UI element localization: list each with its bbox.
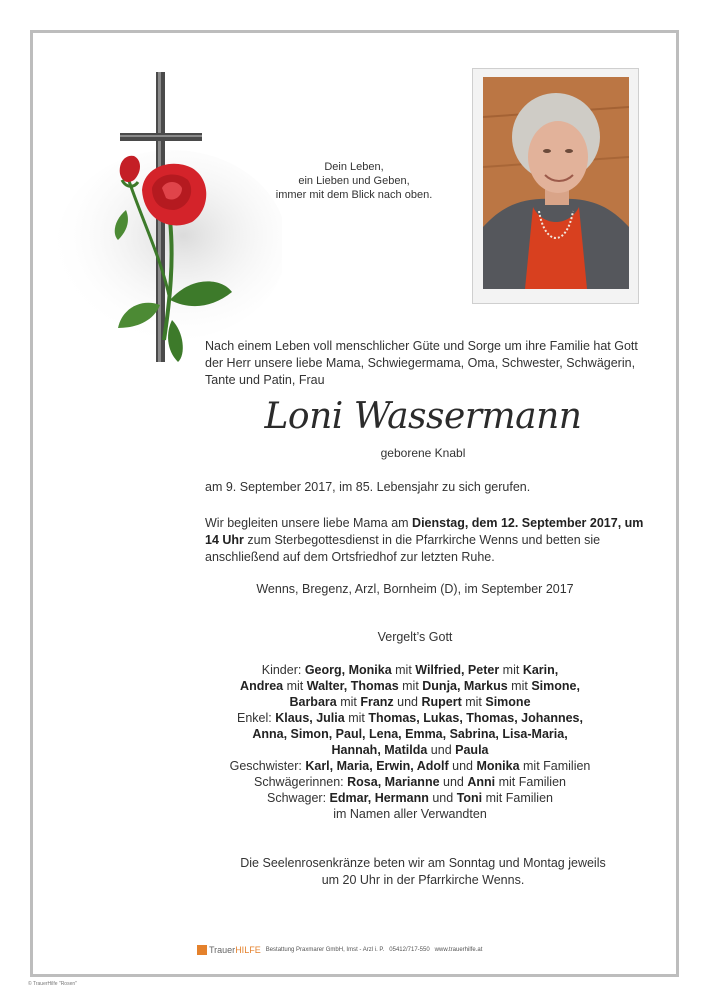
connector: und: [393, 695, 422, 709]
connector: mit: [398, 679, 423, 693]
mourner-names: Walter, Thomas: [306, 679, 399, 693]
geschwister-label: Geschwister:: [229, 759, 306, 773]
connector: mit Familien: [495, 775, 566, 789]
mourner-names: Thomas, Lukas, Thomas, Johannes,: [368, 711, 583, 725]
connector: und: [427, 743, 456, 757]
mourners-list: [200, 662, 620, 822]
mourner-names: Franz: [360, 695, 394, 709]
mourners-line: [200, 726, 620, 742]
schwager-label: Schwager:: [267, 791, 330, 805]
footer: [197, 942, 527, 958]
mourners-line: [200, 774, 620, 790]
schwaegerinnen-label: Schwägerinnen:: [254, 775, 348, 789]
mourner-names: Georg, Monika: [304, 663, 392, 677]
rosary-text: [200, 855, 646, 889]
thanks-line: Vergelt’s Gott: [377, 630, 453, 644]
funeral-text-part: Wir begleiten unsere liebe Mama am: [205, 516, 413, 530]
mourner-names: Karl, Maria, Erwin, Adolf: [305, 759, 449, 773]
relatives-line: im Namen aller Verwandten: [333, 807, 487, 821]
mourner-names: Karin,: [522, 663, 559, 677]
mourner-names: Barbara: [289, 695, 337, 709]
birth-name: geborene Knabl: [380, 446, 466, 460]
mourner-names: Edmar, Hermann: [329, 791, 429, 805]
mourner-names: Anna, Simon, Paul, Lena, Emma, Sabrina, Lisa-Maria,: [252, 727, 568, 741]
mourners-line: [200, 806, 620, 822]
mourner-names: Monika: [476, 759, 520, 773]
mourner-names: Rosa, Marianne: [347, 775, 440, 789]
mourner-names: Simone: [485, 695, 531, 709]
mourners-line: [200, 758, 620, 774]
enkel-label: Enkel:: [237, 711, 276, 725]
mourners-line: [200, 662, 620, 678]
mourner-names: Hannah, Matilda: [331, 743, 428, 757]
funeral-date-time: Dienstag, dem 12. September 2017, um 14 Uhr: [205, 516, 644, 547]
poem-line: immer mit dem Blick nach oben.: [275, 189, 433, 201]
mourner-names: Dunja, Markus: [422, 679, 508, 693]
connector: und: [428, 791, 457, 805]
poem-line: ein Lieben und Geben,: [298, 175, 410, 187]
mourners-line: [200, 742, 620, 758]
mourners-line: [200, 678, 620, 694]
mourners-line: [200, 694, 620, 710]
connector: mit: [507, 679, 532, 693]
mourner-names: Rupert: [421, 695, 462, 709]
connector: mit: [499, 663, 523, 677]
connector: und: [448, 759, 477, 773]
funeral-text: [205, 515, 655, 566]
portrait-photo: [483, 77, 629, 289]
logo-text-accent: HILFE: [235, 945, 261, 955]
kinder-label: Kinder:: [261, 663, 305, 677]
mourner-names: Klaus, Julia: [275, 711, 345, 725]
portrait-icon: [483, 77, 629, 289]
mourner-names: Anni: [467, 775, 496, 789]
phone-number: 05412/717-550: [389, 947, 430, 953]
company-name: Bestattung Praxmarer GmbH, Imst - Arzl i. P.: [265, 947, 385, 953]
mourner-names: Paula: [455, 743, 489, 757]
mourner-names: Toni: [456, 791, 483, 805]
death-date-text: am 9. September 2017, im 85. Lebensjahr zu sich gerufen.: [205, 480, 531, 494]
mourner-names: Wilfried, Peter: [415, 663, 500, 677]
mourner-names: Andrea: [240, 679, 284, 693]
place-date: Wenns, Bregenz, Arzl, Bornheim (D), im September 2017: [256, 582, 574, 596]
connector: mit: [461, 695, 486, 709]
funeral-text-part: zum Sterbegottesdienst in die Pfarrkirche Wenns und betten sie anschließend auf dem Ortsfriedhof zur letzten Ruhe.: [205, 533, 601, 564]
intro-text: Nach einem Leben voll menschlicher Güte und Sorge um ihre Familie hat Gott der Herr unsere liebe Mama, Schwiegermama, Oma, Schwester, Schwägerin, Tante und Patin, Frau: [205, 339, 638, 387]
connector: und: [439, 775, 468, 789]
mourners-line: [200, 790, 620, 806]
connector: mit: [391, 663, 416, 677]
connector: mit: [283, 679, 307, 693]
deceased-name: Loni Wassermann: [264, 396, 582, 437]
website-link[interactable]: www.trauerhilfe.at: [434, 947, 483, 953]
trauerhilfe-logo-icon: [197, 945, 207, 955]
poem: [262, 160, 446, 202]
logo-text: Trauer: [209, 945, 236, 955]
poem-line: Dein Leben,: [324, 161, 384, 173]
copyright-note: © TrauerHilfe "Rosen": [28, 981, 77, 987]
rosary-line: um 20 Uhr in der Pfarrkirche Wenns.: [321, 873, 525, 887]
connector: mit Familien: [519, 759, 591, 773]
connector: mit: [344, 711, 369, 725]
mourners-line: [200, 710, 620, 726]
connector: mit: [336, 695, 361, 709]
connector: mit Familien: [482, 791, 553, 805]
mourner-names: Simone,: [531, 679, 580, 693]
rosary-line: Die Seelenrosenkränze beten wir am Sonntag und Montag jeweils: [240, 856, 606, 870]
